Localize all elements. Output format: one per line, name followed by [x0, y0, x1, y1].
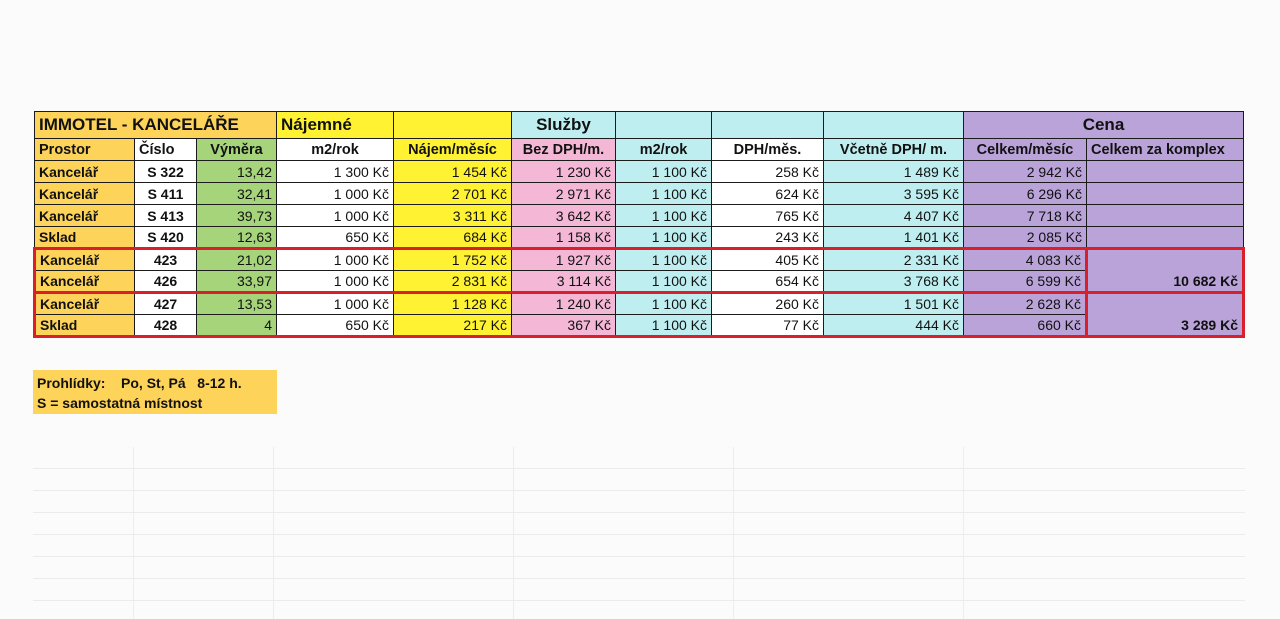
cell-bez-dph: 2 971 Kč — [512, 183, 616, 205]
note-hours: 8-12 h. — [197, 375, 242, 391]
cell-m2-rok: 1 000 Kč — [277, 293, 394, 315]
title-empty-yellow — [394, 112, 512, 139]
cell-m2-rok: 650 Kč — [277, 315, 394, 337]
note-label: Prohlídky: — [37, 375, 106, 391]
cell-najem-mesic: 2 701 Kč — [394, 183, 512, 205]
cell-prostor: Kancelář — [35, 249, 135, 271]
cell-vymera: 13,42 — [197, 161, 277, 183]
cell-celkem-mesic: 660 Kč — [964, 315, 1087, 337]
cell-m2-rok: 1 000 Kč — [277, 183, 394, 205]
cell-najem-mesic: 1 454 Kč — [394, 161, 512, 183]
note-days: Po, St, Pá — [121, 375, 186, 391]
note-legend: S = samostatná místnost — [37, 395, 203, 411]
cell-najem-mesic: 2 831 Kč — [394, 271, 512, 293]
table-row — [35, 205, 1244, 227]
complex-total-2: 3 289 Kč — [1087, 293, 1244, 337]
cell-vcetne-dph: 444 Kč — [824, 315, 964, 337]
cell-vymera: 4 — [197, 315, 277, 337]
table-row — [35, 183, 1244, 205]
cell-dph-mes: 654 Kč — [712, 271, 824, 293]
cell-prostor: Sklad — [35, 227, 135, 249]
cell-sluzby-m2-rok: 1 100 Kč — [616, 183, 712, 205]
title-sluzby: Služby — [512, 112, 616, 139]
table-row — [35, 315, 1244, 337]
cell-m2-rok: 1 000 Kč — [277, 271, 394, 293]
price-table — [33, 111, 1245, 338]
cell-vcetne-dph: 1 489 Kč — [824, 161, 964, 183]
header-cell: Celkem/měsíc — [964, 139, 1087, 161]
header-cell: m2/rok — [616, 139, 712, 161]
cell-cislo: S 322 — [135, 161, 197, 183]
cell-m2-rok: 1 000 Kč — [277, 249, 394, 271]
cell-najem-mesic: 1 752 Kč — [394, 249, 512, 271]
cell-prostor: Kancelář — [35, 183, 135, 205]
cell-najem-mesic: 684 Kč — [394, 227, 512, 249]
cell-vcetne-dph: 3 595 Kč — [824, 183, 964, 205]
cell-vymera: 32,41 — [197, 183, 277, 205]
cell-vymera: 13,53 — [197, 293, 277, 315]
cell-vcetne-dph: 1 401 Kč — [824, 227, 964, 249]
cell-dph-mes: 243 Kč — [712, 227, 824, 249]
cell-vcetne-dph: 3 768 Kč — [824, 271, 964, 293]
cell-bez-dph: 367 Kč — [512, 315, 616, 337]
cell-bez-dph: 1 158 Kč — [512, 227, 616, 249]
title-cena: Cena — [964, 112, 1244, 139]
cell-vymera: 12,63 — [197, 227, 277, 249]
cell-celkem-mesic: 4 083 Kč — [964, 249, 1087, 271]
cell-sluzby-m2-rok: 1 100 Kč — [616, 227, 712, 249]
cell-bez-dph: 1 230 Kč — [512, 161, 616, 183]
cell-bez-dph: 1 927 Kč — [512, 249, 616, 271]
cell-najem-mesic: 1 128 Kč — [394, 293, 512, 315]
bleed-through-shadow — [33, 447, 1245, 619]
cell-vcetne-dph: 1 501 Kč — [824, 293, 964, 315]
cell-cislo: 426 — [135, 271, 197, 293]
cell-dph-mes: 77 Kč — [712, 315, 824, 337]
table-row — [35, 293, 1244, 315]
complex-total-1: 10 682 Kč — [1087, 249, 1244, 293]
cell-m2-rok: 1 000 Kč — [277, 205, 394, 227]
cell-celkem-mesic: 6 599 Kč — [964, 271, 1087, 293]
cell-prostor: Kancelář — [35, 205, 135, 227]
title-immotel: IMMOTEL - KANCELÁŘE — [35, 112, 277, 139]
cell-sluzby-m2-rok: 1 100 Kč — [616, 161, 712, 183]
title-empty-cyan-1 — [616, 112, 712, 139]
header-cell: Včetně DPH/ m. — [824, 139, 964, 161]
cell-celkem-komplex — [1087, 227, 1244, 249]
cell-vcetne-dph: 2 331 Kč — [824, 249, 964, 271]
table-row — [35, 161, 1244, 183]
cell-bez-dph: 3 642 Kč — [512, 205, 616, 227]
cell-celkem-komplex — [1087, 183, 1244, 205]
title-empty-cyan-3 — [824, 112, 964, 139]
cell-cislo: S 413 — [135, 205, 197, 227]
cell-prostor: Kancelář — [35, 161, 135, 183]
cell-cislo: S 411 — [135, 183, 197, 205]
cell-sluzby-m2-rok: 1 100 Kč — [616, 249, 712, 271]
header-cell: Bez DPH/m. — [512, 139, 616, 161]
cell-najem-mesic: 217 Kč — [394, 315, 512, 337]
table-row — [35, 227, 1244, 249]
cell-sluzby-m2-rok: 1 100 Kč — [616, 293, 712, 315]
cell-dph-mes: 624 Kč — [712, 183, 824, 205]
title-row — [35, 112, 1244, 139]
cell-bez-dph: 3 114 Kč — [512, 271, 616, 293]
cell-dph-mes: 765 Kč — [712, 205, 824, 227]
cell-celkem-mesic: 2 942 Kč — [964, 161, 1087, 183]
title-najemne: Nájemné — [277, 112, 394, 139]
note-hours-line — [37, 373, 273, 393]
cell-dph-mes: 405 Kč — [712, 249, 824, 271]
cell-celkem-mesic: 6 296 Kč — [964, 183, 1087, 205]
header-cell: Výměra — [197, 139, 277, 161]
cell-cislo: S 420 — [135, 227, 197, 249]
cell-prostor: Sklad — [35, 315, 135, 337]
cell-cislo: 423 — [135, 249, 197, 271]
cell-celkem-komplex — [1087, 205, 1244, 227]
price-table-container — [33, 111, 1245, 338]
cell-vymera: 39,73 — [197, 205, 277, 227]
title-empty-cyan-2 — [712, 112, 824, 139]
cell-celkem-mesic: 2 628 Kč — [964, 293, 1087, 315]
cell-prostor: Kancelář — [35, 293, 135, 315]
cell-celkem-mesic: 7 718 Kč — [964, 205, 1087, 227]
cell-sluzby-m2-rok: 1 100 Kč — [616, 205, 712, 227]
cell-m2-rok: 1 300 Kč — [277, 161, 394, 183]
header-cell: Prostor — [35, 139, 135, 161]
cell-bez-dph: 1 240 Kč — [512, 293, 616, 315]
cell-m2-rok: 650 Kč — [277, 227, 394, 249]
table-row — [35, 271, 1244, 293]
header-cell: Číslo — [135, 139, 197, 161]
header-cell: DPH/měs. — [712, 139, 824, 161]
cell-dph-mes: 258 Kč — [712, 161, 824, 183]
header-cell: m2/rok — [277, 139, 394, 161]
cell-cislo: 427 — [135, 293, 197, 315]
cell-vymera: 21,02 — [197, 249, 277, 271]
cell-celkem-komplex — [1087, 161, 1244, 183]
cell-vcetne-dph: 4 407 Kč — [824, 205, 964, 227]
header-row — [35, 139, 1244, 161]
table-row — [35, 249, 1244, 271]
viewing-hours-note — [33, 370, 277, 414]
header-cell: Celkem za komplex — [1087, 139, 1244, 161]
header-cell: Nájem/měsíc — [394, 139, 512, 161]
cell-prostor: Kancelář — [35, 271, 135, 293]
cell-najem-mesic: 3 311 Kč — [394, 205, 512, 227]
cell-dph-mes: 260 Kč — [712, 293, 824, 315]
cell-sluzby-m2-rok: 1 100 Kč — [616, 271, 712, 293]
cell-celkem-mesic: 2 085 Kč — [964, 227, 1087, 249]
cell-vymera: 33,97 — [197, 271, 277, 293]
cell-cislo: 428 — [135, 315, 197, 337]
cell-sluzby-m2-rok: 1 100 Kč — [616, 315, 712, 337]
